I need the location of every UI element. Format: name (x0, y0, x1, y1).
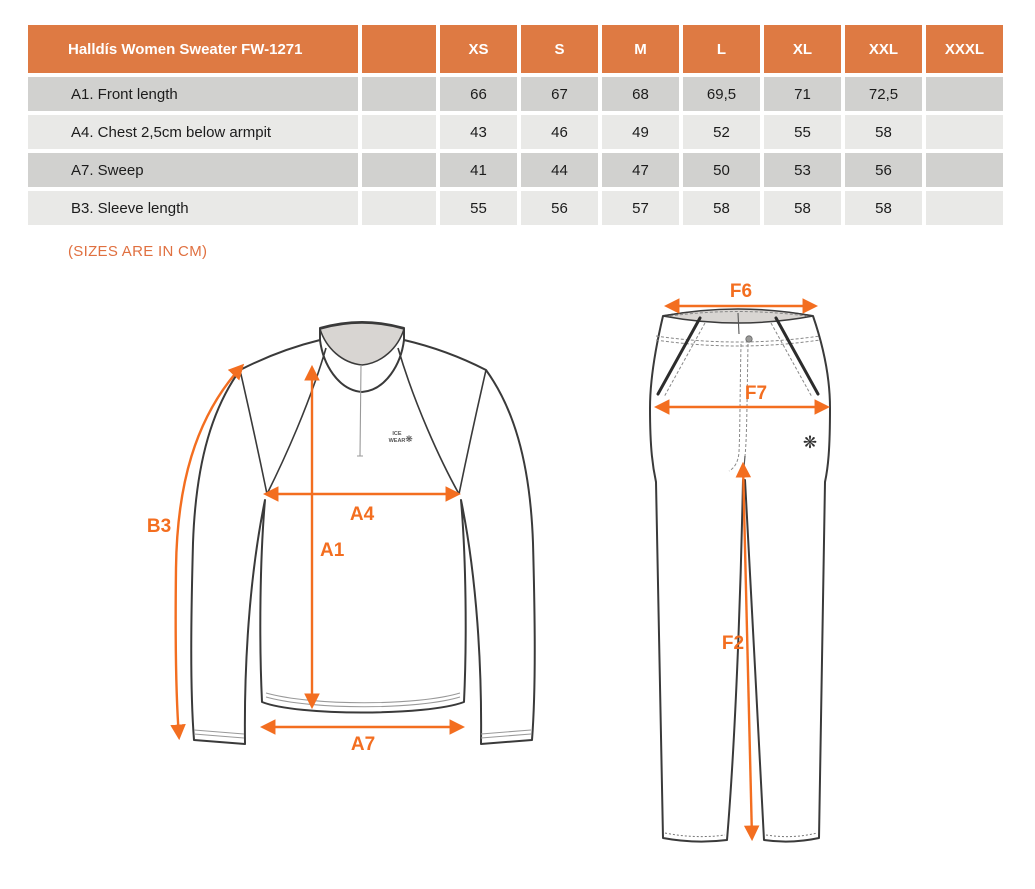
table-row (28, 191, 1003, 225)
sweater-diagram (132, 288, 562, 788)
snowflake-icon: ❋ (802, 433, 818, 452)
size-header-XL: XL (764, 25, 841, 73)
size-header-L: L (683, 25, 760, 73)
value-cell: 55 (440, 191, 517, 225)
size-header-XXL: XXL (845, 25, 922, 73)
table-header-row (28, 25, 1003, 73)
row-empty-cell (362, 77, 436, 111)
row-empty-cell (362, 153, 436, 187)
size-header-XXXL: XXXL (926, 25, 1003, 73)
value-cell: 69,5 (683, 77, 760, 111)
value-cell: 55 (764, 115, 841, 149)
value-cell: 44 (521, 153, 598, 187)
size-chart-table (24, 21, 1007, 229)
value-cell: 52 (683, 115, 760, 149)
value-cell: 68 (602, 77, 679, 111)
value-cell: 72,5 (845, 77, 922, 111)
table-row (28, 77, 1003, 111)
value-cell: 71 (764, 77, 841, 111)
value-cell: 56 (845, 153, 922, 187)
value-cell: 53 (764, 153, 841, 187)
size-chart-table-wrap (24, 21, 1007, 229)
a1-label: A1 (320, 540, 345, 561)
value-cell (926, 77, 1003, 111)
f2-label: F2 (721, 633, 745, 654)
row-empty-cell (362, 191, 436, 225)
a7-label: A7 (350, 734, 376, 755)
value-cell (926, 153, 1003, 187)
value-cell: 46 (521, 115, 598, 149)
row-empty-cell (362, 115, 436, 149)
value-cell: 47 (602, 153, 679, 187)
size-header-S: S (521, 25, 598, 73)
f6-label: F6 (729, 282, 753, 302)
value-cell: 58 (764, 191, 841, 225)
value-cell: 58 (845, 191, 922, 225)
value-cell: 49 (602, 115, 679, 149)
row-label: A7. Sweep (28, 153, 358, 187)
value-cell (926, 191, 1003, 225)
value-cell: 58 (683, 191, 760, 225)
f7-label: F7 (744, 383, 768, 404)
svg-text:WEAR: WEAR (388, 438, 406, 444)
row-label: B3. Sleeve length (28, 191, 358, 225)
size-header-XS: XS (440, 25, 517, 73)
value-cell (926, 115, 1003, 149)
value-cell: 56 (521, 191, 598, 225)
pants-diagram (630, 282, 890, 862)
value-cell: 58 (845, 115, 922, 149)
value-cell: 41 (440, 153, 517, 187)
table-body (28, 77, 1003, 225)
value-cell: 67 (521, 77, 598, 111)
a4-label: A4 (349, 504, 375, 525)
value-cell: 66 (440, 77, 517, 111)
b3-label: B3 (146, 516, 172, 537)
svg-text:ICE: ICE (392, 431, 402, 437)
size-header-M: M (602, 25, 679, 73)
value-cell: 57 (602, 191, 679, 225)
header-empty-cell (362, 25, 436, 73)
table-row (28, 153, 1003, 187)
table-title: Halldís Women Sweater FW-1271 (28, 25, 358, 73)
waist-button (746, 336, 752, 342)
table-row (28, 115, 1003, 149)
snowflake-icon: ❋ (405, 434, 413, 444)
value-cell: 50 (683, 153, 760, 187)
value-cell: 43 (440, 115, 517, 149)
row-label: A1. Front length (28, 77, 358, 111)
row-label: A4. Chest 2,5cm below armpit (28, 115, 358, 149)
sizes-unit-note: (SIZES ARE IN CM) (68, 243, 208, 260)
